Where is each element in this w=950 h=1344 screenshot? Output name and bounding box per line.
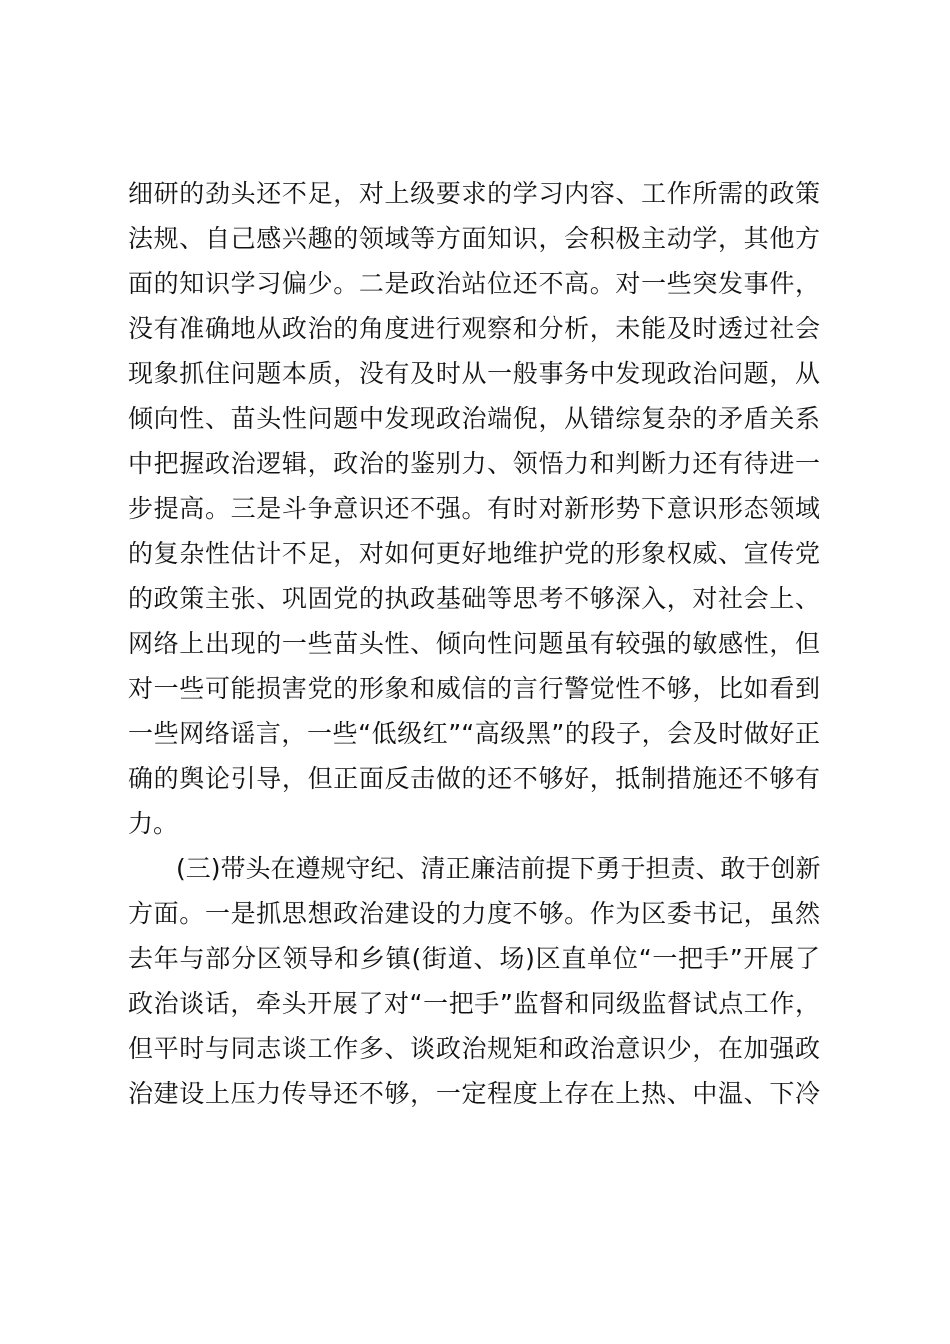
text-line: 但平时与同志谈工作多、谈政治规矩和政治意识少，在加强政 — [128, 1034, 820, 1063]
text-line: 确的舆论引导，但正面反击做的还不够好，抵制措施还不够有 — [128, 764, 820, 793]
text-line: 面的知识学习偏少。二是政治站位还不高。对一些突发事件， — [128, 269, 820, 298]
text-line: 倾向性、苗头性问题中发现政治端倪，从错综复杂的矛盾关系 — [128, 404, 820, 433]
text-line: 没有准确地从政治的角度进行观察和分析，未能及时透过社会 — [128, 314, 820, 343]
text-line: 现象抓住问题本质，没有及时从一般事务中发现政治问题，从 — [128, 359, 820, 388]
text-line: 方面。一是抓思想政治建设的力度不够。作为区委书记，虽然 — [128, 899, 820, 928]
text-line: 细研的劲头还不足，对上级要求的学习内容、工作所需的政策 — [128, 179, 820, 208]
text-line: 法规、自己感兴趣的领域等方面知识，会积极主动学，其他方 — [128, 224, 820, 253]
text-line: 力。 — [128, 809, 179, 838]
text-line: 中把握政治逻辑，政治的鉴别力、领悟力和判断力还有待进一 — [128, 449, 820, 478]
text-line: 网络上出现的一些苗头性、倾向性问题虽有较强的敏感性，但 — [128, 629, 820, 658]
text-line: 一些网络谣言，一些“低级红”“高级黑”的段子，会及时做好正 — [128, 719, 820, 748]
section-heading-line: (三)带头在遵规守纪、清正廉洁前提下勇于担责、敢于创新 — [176, 854, 821, 883]
text-line: 的政策主张、巩固党的执政基础等思考不够深入，对社会上、 — [128, 584, 820, 613]
text-line: 去年与部分区领导和乡镇(街道、场)区直单位“一把手”开展了 — [128, 944, 820, 973]
text-line: 治建设上压力传导还不够，一定程度上存在上热、中温、下冷 — [128, 1079, 820, 1108]
text-line: 的复杂性估计不足，对如何更好地维护党的形象权威、宣传党 — [128, 539, 820, 568]
text-line: 对一些可能损害党的形象和威信的言行警觉性不够，比如看到 — [128, 674, 820, 703]
text-line: 政治谈话，牵头开展了对“一把手”监督和同级监督试点工作， — [128, 989, 820, 1018]
text-line: 步提高。三是斗争意识还不强。有时对新形势下意识形态领域 — [128, 494, 820, 523]
